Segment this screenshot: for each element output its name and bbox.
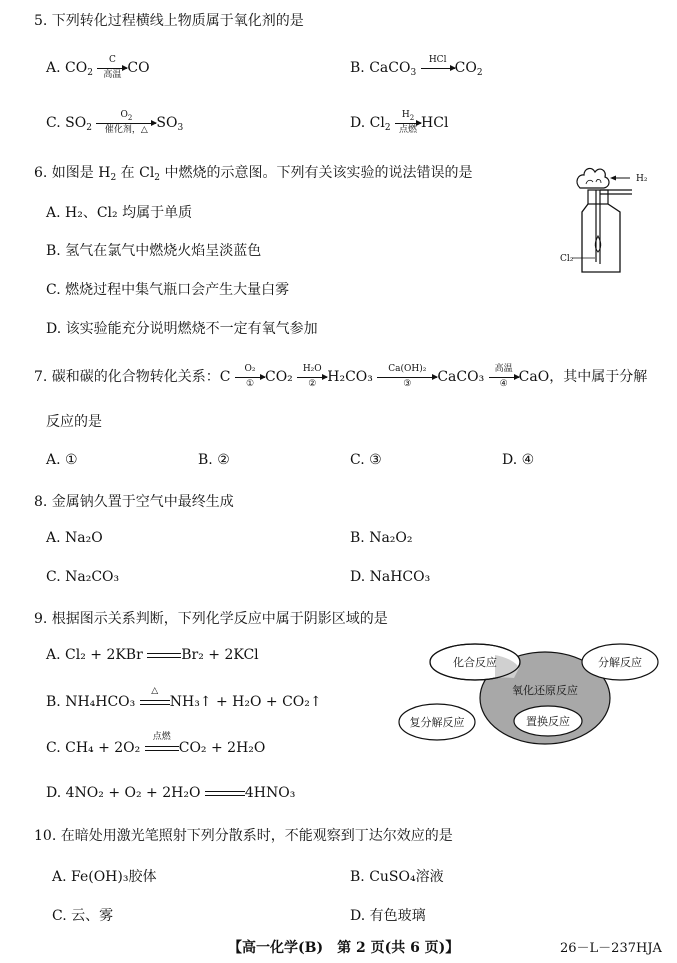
q5-d-right: HCl — [421, 115, 449, 131]
decomposition-label: 分解反应 — [598, 656, 642, 669]
cl2-label: Cl₂ — [560, 254, 574, 264]
q5-d-arrow-bottom: 点燃 — [399, 124, 418, 135]
q5-a-left-sub: 2 — [87, 68, 93, 78]
q5-c-left: SO — [65, 115, 87, 131]
q5-c-arrow — [96, 109, 156, 135]
q5-a-letter: A. — [46, 60, 66, 76]
displacement-label: 置换反应 — [526, 715, 570, 728]
q5-a-left: CO — [65, 60, 88, 76]
q5-b-letter: B. — [350, 60, 370, 76]
q9-d-equals — [205, 791, 245, 796]
h2-label: H₂ — [636, 174, 648, 184]
q10-option-d[interactable]: D. 有色玻璃 — [350, 908, 426, 924]
q9-a-equals — [147, 653, 181, 658]
q10-option-c[interactable]: C. 云、雾 — [52, 908, 114, 924]
q5-stem: 5. 下列转化过程横线上物质属于氧化剂的是 — [34, 13, 304, 29]
q8-option-c[interactable]: C. Na₂CO₃ — [46, 569, 120, 585]
q5-option-b[interactable] — [350, 54, 483, 78]
q7-option-d[interactable]: D. ④ — [502, 452, 535, 468]
q10-stem: 10. 在暗处用激光笔照射下列分散系时，不能观察到丁达尔效应的是 — [34, 828, 453, 844]
q5-option-c[interactable] — [46, 109, 184, 135]
q5-c-left-sub: 2 — [86, 123, 92, 133]
q5-c-right-sub: 3 — [177, 123, 184, 133]
q7-option-a[interactable]: A. ① — [46, 452, 78, 468]
redox-label: 氧化还原反应 — [512, 684, 578, 697]
q8-option-b[interactable]: B. Na₂O₂ — [350, 530, 413, 546]
q5-option-a[interactable] — [46, 54, 150, 80]
q5-c-letter: C. — [46, 115, 66, 131]
q8-stem: 8. 金属钠久置于空气中最终生成 — [34, 494, 234, 510]
q9-option-a[interactable]: A. Cl₂ + 2KBr Br₂ + 2KCl — [46, 647, 259, 663]
q5-d-left: Cl — [369, 115, 385, 131]
q9-option-c[interactable]: C. CH₄ + 2O₂ 点燃 CO₂ + 2H₂O — [46, 731, 266, 756]
q9-stem: 9. 根据图示关系判断，下列化学反应中属于阴影区域的是 — [34, 611, 388, 627]
q10-option-a[interactable]: A. Fe(OH)₃胶体 — [52, 869, 157, 885]
q5-a-arrow-top: C — [108, 54, 116, 65]
q8-option-a[interactable]: A. Na₂O — [46, 530, 103, 546]
q7-stem: 7. 碳和碳的化合物转化关系：C O₂ ① CO₂ H₂O ② H₂CO₃ Ca(OH)₂ ③ CaCO₃ 高温 ④ CaO，其中属于分解 — [34, 363, 648, 389]
q5-option-d[interactable] — [350, 109, 449, 135]
q9-b-equals: △ — [140, 700, 170, 705]
q6-option-c[interactable]: C. 燃烧过程中集气瓶口会产生大量白雾 — [46, 282, 290, 298]
q6-option-b[interactable]: B. 氢气在氯气中燃烧火焰呈淡蓝色 — [46, 243, 262, 259]
q5-b-left-sub: 3 — [410, 68, 417, 78]
q5-a-arrow-bottom: 高温 — [103, 69, 122, 80]
reaction-venn-diagram — [395, 640, 665, 755]
q5-d-left-sub: 2 — [384, 123, 391, 133]
q5-b-arrow-top: HCl — [428, 54, 447, 65]
q7-arrow-3: Ca(OH)₂ ③ — [377, 377, 437, 378]
q5-d-letter: D. — [350, 115, 370, 131]
double-displacement-label: 复分解反应 — [409, 716, 465, 729]
q9-c-equals: 点燃 — [145, 746, 179, 751]
q6-option-a[interactable]: A. H₂、Cl₂ 均属于单质 — [46, 205, 193, 221]
q7-arrow-2: H₂O ② — [297, 377, 327, 378]
q9-option-b[interactable]: B. NH₄HCO₃ △ NH₃↑ + H₂O + CO₂↑ — [46, 685, 322, 710]
combination-label: 化合反应 — [453, 656, 497, 669]
q6-stem: 6. 如图是 $H_2$ 在 $Cl_2$ 中燃烧的示意图。下列有关该实验的说法错误的是 — [34, 165, 473, 183]
q6-option-d[interactable]: D. 该实验能充分说明燃烧不一定有氧气参加 — [46, 321, 318, 337]
q8-option-d[interactable]: D. NaHCO₃ — [350, 569, 431, 585]
smoke-icon — [577, 168, 609, 188]
q10-option-b[interactable]: B. CuSO₄溶液 — [350, 869, 444, 885]
q5-b-arrow — [421, 54, 455, 69]
page-footer: 【高一化学(B) 第 2 页(共 6 页)】 — [228, 940, 460, 956]
q9-option-d[interactable]: D. 4NO₂ + O₂ + 2H₂O 4HNO₃ — [46, 785, 296, 801]
q5-c-arrow-bottom: 催化剂，△ — [104, 124, 148, 135]
q5-a-right: CO — [127, 60, 150, 76]
exam-code: 26－L－237HJA — [560, 941, 662, 956]
q5-c-right: SO — [156, 115, 178, 131]
q7-option-b[interactable]: B. ② — [198, 452, 230, 468]
q7-option-c[interactable]: C. ③ — [350, 452, 382, 468]
q5-b-left: CaCO — [369, 60, 411, 76]
q7-arrow-1: O₂ ① — [235, 377, 265, 378]
q5-d-arrow-top: $H_2$ — [401, 109, 415, 122]
q5-a-arrow — [97, 54, 127, 80]
q7-arrow-4: 高温 ④ — [489, 377, 519, 378]
q5-d-arrow — [395, 109, 421, 135]
q5-b-right-sub: 2 — [476, 68, 483, 78]
q5-c-arrow-top: $O_2$ — [120, 109, 133, 122]
gas-jar-figure — [560, 160, 660, 280]
q7-stem-line2: 反应的是 — [46, 414, 102, 430]
q5-b-right: CO — [454, 60, 477, 76]
